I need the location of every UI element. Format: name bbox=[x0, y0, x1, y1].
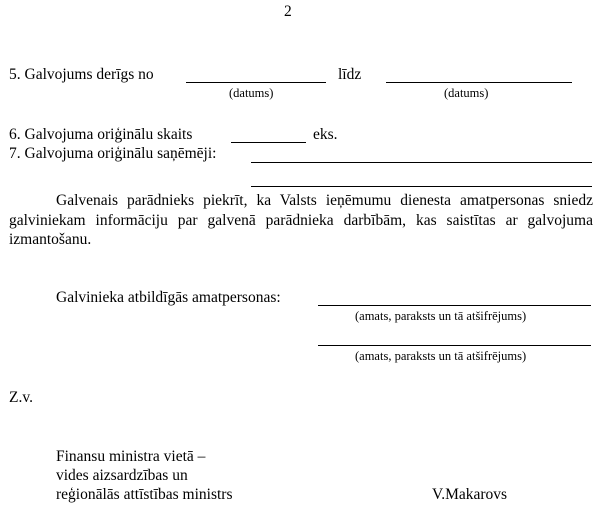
original-count-label: 6. Galvojuma oriģinālu skaits bbox=[9, 126, 193, 143]
valid-from-date-caption: (datums) bbox=[229, 86, 274, 100]
valid-until-label: līdz bbox=[338, 66, 362, 83]
minister-title-line-2: vides aizsardzības un bbox=[56, 467, 188, 484]
consent-paragraph: Galvenais parādnieks piekrīt, ka Valsts ieņēmumu dienesta amatpersonas sniedz galviniekam informāciju par galvenā parādnieka darbībām, kas saistītas ar galvojuma izmantošanu. bbox=[9, 192, 593, 248]
recipients-line-2 bbox=[251, 186, 592, 187]
valid-from-date-line bbox=[186, 82, 326, 83]
signatory-line-2 bbox=[318, 345, 591, 346]
signatory-line-1 bbox=[318, 305, 591, 306]
page-number: 2 bbox=[284, 3, 292, 20]
valid-until-date-caption: (datums) bbox=[444, 86, 489, 100]
valid-from-label: 5. Galvojums derīgs no bbox=[9, 66, 154, 83]
minister-title-line-3: reģionālās attīstības ministrs bbox=[56, 486, 233, 503]
signatory-caption-1: (amats, paraksts un tā atšifrējums) bbox=[355, 309, 527, 323]
original-count-line bbox=[231, 142, 306, 143]
recipients-line-1 bbox=[251, 162, 592, 163]
valid-until-date-line bbox=[386, 82, 572, 83]
recipients-label: 7. Galvojuma oriģinālu saņēmēji: bbox=[9, 145, 217, 162]
minister-name: V.Makarovs bbox=[432, 486, 508, 503]
minister-title-line-1: Finansu ministra vietā – bbox=[56, 448, 206, 465]
seal-mark: Z.v. bbox=[9, 389, 33, 406]
original-count-suffix: eks. bbox=[313, 126, 338, 143]
signatories-label: Galvinieka atbildīgās amatpersonas: bbox=[56, 289, 281, 306]
signatory-caption-2: (amats, paraksts un tā atšifrējums) bbox=[355, 349, 527, 363]
